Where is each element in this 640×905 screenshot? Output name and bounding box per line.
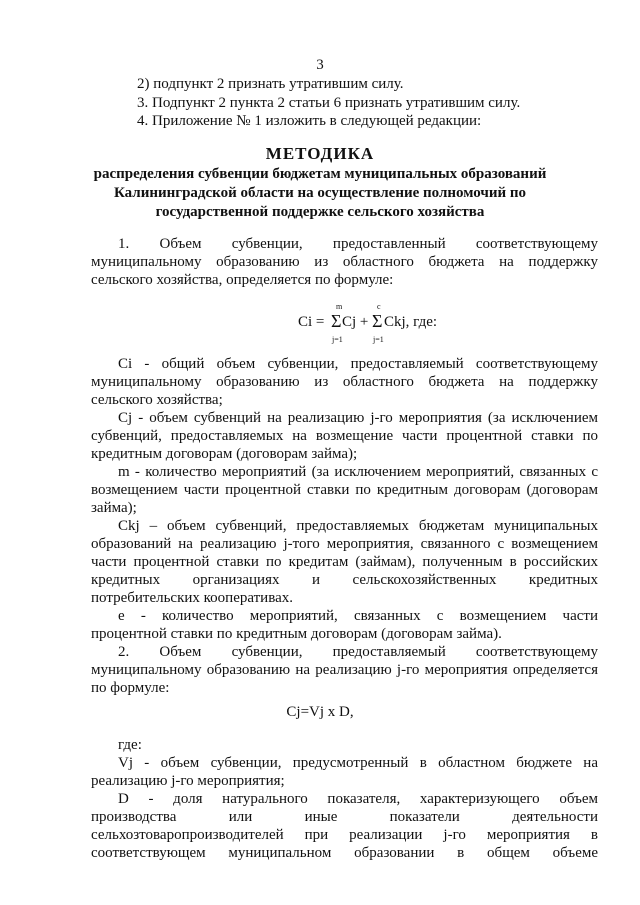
document-title: МЕТОДИКА bbox=[265, 144, 375, 163]
definition-line: образований на реализацию j-того мероприятия, связанного с возмещением bbox=[91, 536, 598, 552]
definition-line: Cj - объем субвенций на реализацию j-го мероприятия (за исключением bbox=[118, 410, 598, 426]
definition-line: e - количество мероприятий, связанных с возмещением части bbox=[118, 608, 598, 624]
where-label: где: bbox=[118, 737, 142, 753]
intro-line: 3. Подпункт 2 пункта 2 статьи 6 признать утратившим силу. bbox=[137, 95, 521, 111]
definition-line: Vj - объем субвенции, предусмотренный в областном бюджете на bbox=[118, 755, 598, 771]
definition-line: кредитным договорам (договорам займа); bbox=[91, 446, 358, 462]
intro-line: 4. Приложение № 1 изложить в следующей редакции: bbox=[137, 113, 482, 129]
sigma-icon: Σ bbox=[372, 311, 383, 331]
formula-cj: Cj=Vj x D, bbox=[286, 704, 354, 720]
definition-line: кредитных организациях и сельскохозяйственных кредитных bbox=[91, 572, 598, 588]
definition-line: субвенций, предоставляемых на возмещение части процентной ставки по bbox=[91, 428, 598, 444]
formula-term: Cj + bbox=[342, 314, 369, 330]
definition-line: муниципальному образованию из областного бюджета на поддержку bbox=[91, 374, 598, 390]
definition-line: части процентной ставки по кредитам (займам), полученным в российских bbox=[91, 554, 598, 570]
subtitle-line: государственной поддержке сельского хозяйства bbox=[155, 204, 485, 220]
definition-line: займа); bbox=[91, 500, 137, 516]
paragraph-line: 2. Объем субвенции, предоставляемый соответствующему bbox=[118, 644, 598, 660]
definition-line: сельхозтоваропроизводителей при реализации j-го мероприятия в bbox=[91, 827, 598, 843]
definition-line: сельского хозяйства; bbox=[91, 392, 223, 408]
sum-upper-limit: c bbox=[377, 302, 381, 311]
subtitle-line: Калининградской области на осуществление полномочий по bbox=[113, 185, 527, 201]
sum-lower-limit: j=1 bbox=[332, 335, 343, 344]
definition-line: соответствующем муниципальном образовании в общем объеме bbox=[91, 845, 598, 861]
sum-lower-limit: j=1 bbox=[373, 335, 384, 344]
paragraph-line: сельского хозяйства, определяется по формуле: bbox=[91, 272, 394, 288]
paragraph-line: 1. Объем субвенции, предоставленный соответствующему bbox=[118, 236, 598, 252]
formula-lhs: Ci = bbox=[298, 314, 325, 330]
subtitle-line: распределения субвенции бюджетам муниципальных образований bbox=[93, 166, 547, 182]
intro-line: 2) подпункт 2 признать утратившим силу. bbox=[137, 76, 404, 92]
definition-line: D - доля натурального показателя, характеризующего объем bbox=[118, 791, 598, 807]
sigma-icon: Σ bbox=[331, 311, 342, 331]
definition-line: Ci - общий объем субвенции, предоставляемый соответствующему bbox=[118, 356, 598, 372]
formula-ci bbox=[298, 302, 468, 346]
definition-line: процентной ставки по кредитным договорам (договорам займа). bbox=[91, 626, 502, 642]
formula-term: Ckj, где: bbox=[384, 314, 438, 330]
page-number: 3 bbox=[316, 57, 324, 73]
definition-line: производства или иные показатели деятельности bbox=[91, 809, 598, 825]
paragraph-line: муниципальному образованию из областного бюджета на поддержку bbox=[91, 254, 598, 270]
definition-line: потребительских кооперативах. bbox=[91, 590, 294, 606]
definition-line: m - количество мероприятий (за исключением мероприятий, связанных с bbox=[118, 464, 598, 480]
paragraph-line: по формуле: bbox=[91, 680, 170, 696]
definition-line: Ckj – объем субвенций, предоставляемых бюджетам муниципальных bbox=[118, 518, 598, 534]
definition-line: возмещением части процентной ставки по кредитным договорам (договорам bbox=[91, 482, 598, 498]
sum-upper-limit: m bbox=[336, 302, 343, 311]
definition-line: реализацию j-го мероприятия; bbox=[91, 773, 285, 789]
paragraph-line: муниципальному образованию на реализацию j-го мероприятия определяется bbox=[91, 662, 598, 678]
